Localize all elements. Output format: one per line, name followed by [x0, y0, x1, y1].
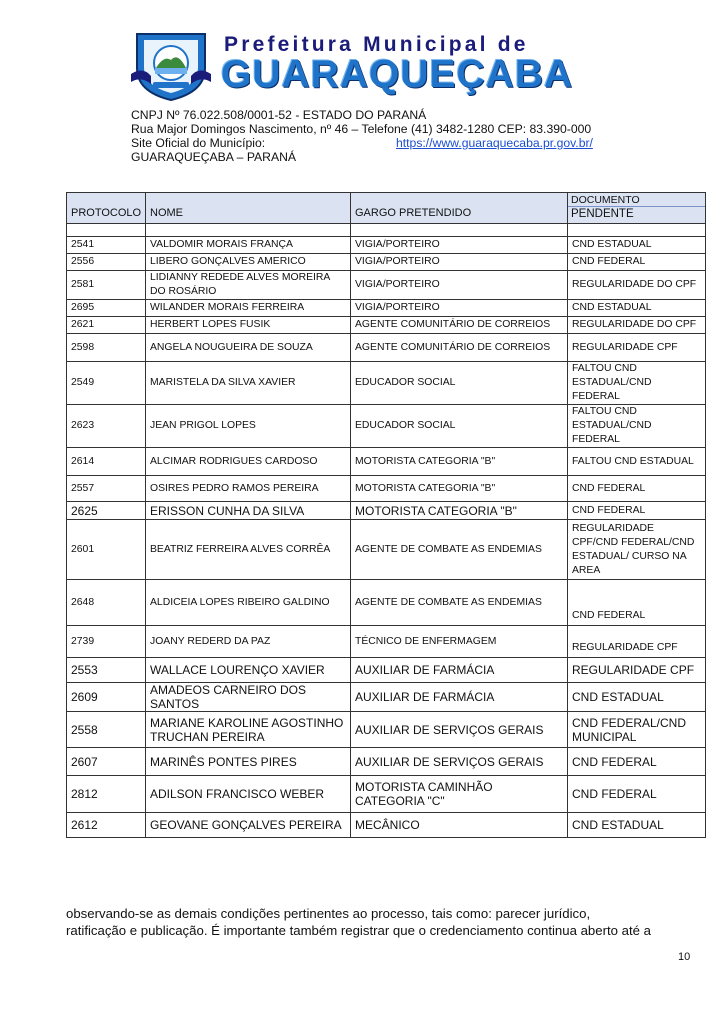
cell-document: CND ESTADUAL	[568, 300, 706, 317]
table-row	[67, 448, 706, 476]
cell-protocol: 2614	[67, 448, 146, 476]
cell-name: MARINÊS PONTES PIRES	[146, 748, 351, 776]
cell-name: LIBERO GONÇALVES AMERICO	[146, 254, 351, 271]
table-row	[67, 405, 706, 448]
site-label: Site Oficial do Município:	[131, 136, 266, 150]
cell-name: JOANY REDERD DA PAZ	[146, 626, 351, 658]
cell-protocol: 2607	[67, 748, 146, 776]
cell-position: MOTORISTA CATEGORIA "B"	[351, 502, 568, 520]
pending-documents-table	[66, 192, 705, 838]
table-row	[67, 362, 706, 405]
cell-protocol: 2549	[67, 362, 146, 405]
table-row	[67, 334, 706, 362]
table-row	[67, 626, 706, 658]
cell-position: AUXILIAR DE FARMÁCIA	[351, 683, 568, 712]
cell-protocol: 2621	[67, 317, 146, 334]
cell-protocol: 2598	[67, 334, 146, 362]
cell-document: REGULARIDADE DO CPF	[568, 271, 706, 300]
cell-position: TÉCNICO DE ENFERMAGEM	[351, 626, 568, 658]
cell-position: AGENTE DE COMBATE AS ENDEMIAS	[351, 520, 568, 580]
header-position: GARGO PRETENDIDO	[351, 193, 568, 224]
cell-document: FALTOU CND ESTADUAL	[568, 448, 706, 476]
cell-document: FALTOU CND ESTADUAL/CND FEDERAL	[568, 362, 706, 405]
site-line	[131, 136, 593, 150]
cell-name: AMADEOS CARNEIRO DOS SANTOS	[146, 683, 351, 712]
table-row	[67, 237, 706, 254]
cell-name: OSIRES PEDRO RAMOS PEREIRA	[146, 476, 351, 502]
cell-document: FALTOU CND ESTADUAL/CND FEDERAL	[568, 405, 706, 448]
cell-position: AGENTE COMUNITÁRIO DE CORREIOS	[351, 317, 568, 334]
cell-document: REGULARIDADE CPF	[568, 626, 706, 658]
cell-position: AGENTE COMUNITÁRIO DE CORREIOS	[351, 334, 568, 362]
cell-position: VIGIA/PORTEIRO	[351, 300, 568, 317]
table-row	[67, 813, 706, 838]
cell-document: CND FEDERAL	[568, 254, 706, 271]
cell-name: ERISSON CUNHA DA SILVA	[146, 502, 351, 520]
table-row	[67, 254, 706, 271]
cell-protocol: 2556	[67, 254, 146, 271]
table-row	[67, 502, 706, 520]
cell-name: ADILSON FRANCISCO WEBER	[146, 776, 351, 813]
cell-name: ANGELA NOUGUEIRA DE SOUZA	[146, 334, 351, 362]
paragraph-line: observando-se as demais condições pertinentes ao processo, tais como: parecer jurídico,	[66, 906, 591, 921]
cell-position: MOTORISTA CATEGORIA "B"	[351, 476, 568, 502]
cell-position: MOTORISTA CATEGORIA "B"	[351, 448, 568, 476]
cell-protocol: 2612	[67, 813, 146, 838]
address-line: Rua Major Domingos Nascimento, nº 46 – Telefone (41) 3482-1280 CEP: 83.390-000	[131, 122, 592, 136]
cell-protocol: 2648	[67, 580, 146, 626]
cell-position: AGENTE DE COMBATE AS ENDEMIAS	[351, 580, 568, 626]
table-header-row	[67, 193, 706, 224]
cell-name: MARIANE KAROLINE AGOSTINHO TRUCHAN PEREIRA	[146, 712, 351, 748]
cell-position: MOTORISTA CAMINHÃO CATEGORIA "C"	[351, 776, 568, 813]
cell-protocol: 2541	[67, 237, 146, 254]
cell-name: WALLACE LOURENÇO XAVIER	[146, 658, 351, 683]
cell-protocol: 2625	[67, 502, 146, 520]
cell-name: ALDICEIA LOPES RIBEIRO GALDINO	[146, 580, 351, 626]
cell-protocol: 2812	[67, 776, 146, 813]
cell-protocol: 2553	[67, 658, 146, 683]
cell-protocol: 2581	[67, 271, 146, 300]
cell-name: JEAN PRIGOL LOPES	[146, 405, 351, 448]
cell-position: AUXILIAR DE FARMÁCIA	[351, 658, 568, 683]
table-row	[67, 476, 706, 502]
cell-name: ALCIMAR RODRIGUES CARDOSO	[146, 448, 351, 476]
cell-name: VALDOMIR MORAIS FRANÇA	[146, 237, 351, 254]
cell-position: VIGIA/PORTEIRO	[351, 271, 568, 300]
page-number: 10	[678, 951, 691, 963]
cell-position: EDUCADOR SOCIAL	[351, 405, 568, 448]
cell-document: CND ESTADUAL	[568, 683, 706, 712]
cell-position: VIGIA/PORTEIRO	[351, 254, 568, 271]
table-row	[67, 712, 706, 748]
cell-document: CND ESTADUAL	[568, 237, 706, 254]
cell-name: WILANDER MORAIS FERREIRA	[146, 300, 351, 317]
cell-document: CND FEDERAL/CND MUNICIPAL	[568, 712, 706, 748]
table-row	[67, 300, 706, 317]
cell-name: HERBERT LOPES FUSIK	[146, 317, 351, 334]
cell-protocol: 2623	[67, 405, 146, 448]
header-document-line2: PENDENTE	[571, 208, 634, 220]
header-protocol: PROTOCOLO	[67, 193, 146, 224]
city-name: GUARAQUEÇABA	[221, 53, 574, 96]
cell-protocol: 2609	[67, 683, 146, 712]
cell-document: CND ESTADUAL	[568, 813, 706, 838]
site-link[interactable]: https://www.guaraquecaba.pr.gov.br/	[396, 136, 593, 150]
cell-name: MARISTELA DA SILVA XAVIER	[146, 362, 351, 405]
municipal-crest-logo	[131, 30, 211, 102]
body-paragraph	[66, 905, 651, 939]
cell-document: REGULARIDADE CPF	[568, 658, 706, 683]
cell-document: REGULARIDADE CPF	[568, 334, 706, 362]
cell-document: CND FEDERAL	[568, 776, 706, 813]
city-state-line: GUARAQUEÇABA – PARANÁ	[131, 150, 297, 164]
cell-document: CND FEDERAL	[568, 502, 706, 520]
cnpj-line: CNPJ Nº 76.022.508/0001-52 - ESTADO DO PARANÁ	[131, 108, 427, 122]
prefecture-title: Prefeitura Municipal de	[224, 33, 529, 56]
table-row	[67, 748, 706, 776]
table-row	[67, 776, 706, 813]
cell-document: CND FEDERAL	[568, 580, 706, 626]
cell-position: MECÂNICO	[351, 813, 568, 838]
header-document-line1: DOCUMENTO	[568, 193, 705, 207]
table-row	[67, 271, 706, 300]
cell-document: REGULARIDADE CPF/CND FEDERAL/CND ESTADUAL/ CURSO NA AREA	[568, 520, 706, 580]
table-row	[67, 520, 706, 580]
header-document	[568, 193, 706, 224]
table-row	[67, 317, 706, 334]
cell-protocol: 2557	[67, 476, 146, 502]
cell-document: REGULARIDADE DO CPF	[568, 317, 706, 334]
cell-protocol: 2739	[67, 626, 146, 658]
header-name: NOME	[146, 193, 351, 224]
cell-protocol: 2601	[67, 520, 146, 580]
table-spacer-row	[67, 224, 706, 237]
cell-position: AUXILIAR DE SERVIÇOS GERAIS	[351, 712, 568, 748]
cell-name: BEATRIZ FERREIRA ALVES CORRÊA	[146, 520, 351, 580]
cell-position: EDUCADOR SOCIAL	[351, 362, 568, 405]
cell-name: LIDIANNY REDEDE ALVES MOREIRA DO ROSÁRIO	[146, 271, 351, 300]
cell-name: GEOVANE GONÇALVES PEREIRA	[146, 813, 351, 838]
cell-document: CND FEDERAL	[568, 476, 706, 502]
cell-protocol: 2558	[67, 712, 146, 748]
table-row	[67, 580, 706, 626]
cell-position: VIGIA/PORTEIRO	[351, 237, 568, 254]
cell-position: AUXILIAR DE SERVIÇOS GERAIS	[351, 748, 568, 776]
cell-document: CND FEDERAL	[568, 748, 706, 776]
table-row	[67, 683, 706, 712]
table-row	[67, 658, 706, 683]
paragraph-line: ratificação e publicação. É importante também registrar que o credenciamento continua aberto até a	[66, 923, 651, 938]
cell-protocol: 2695	[67, 300, 146, 317]
